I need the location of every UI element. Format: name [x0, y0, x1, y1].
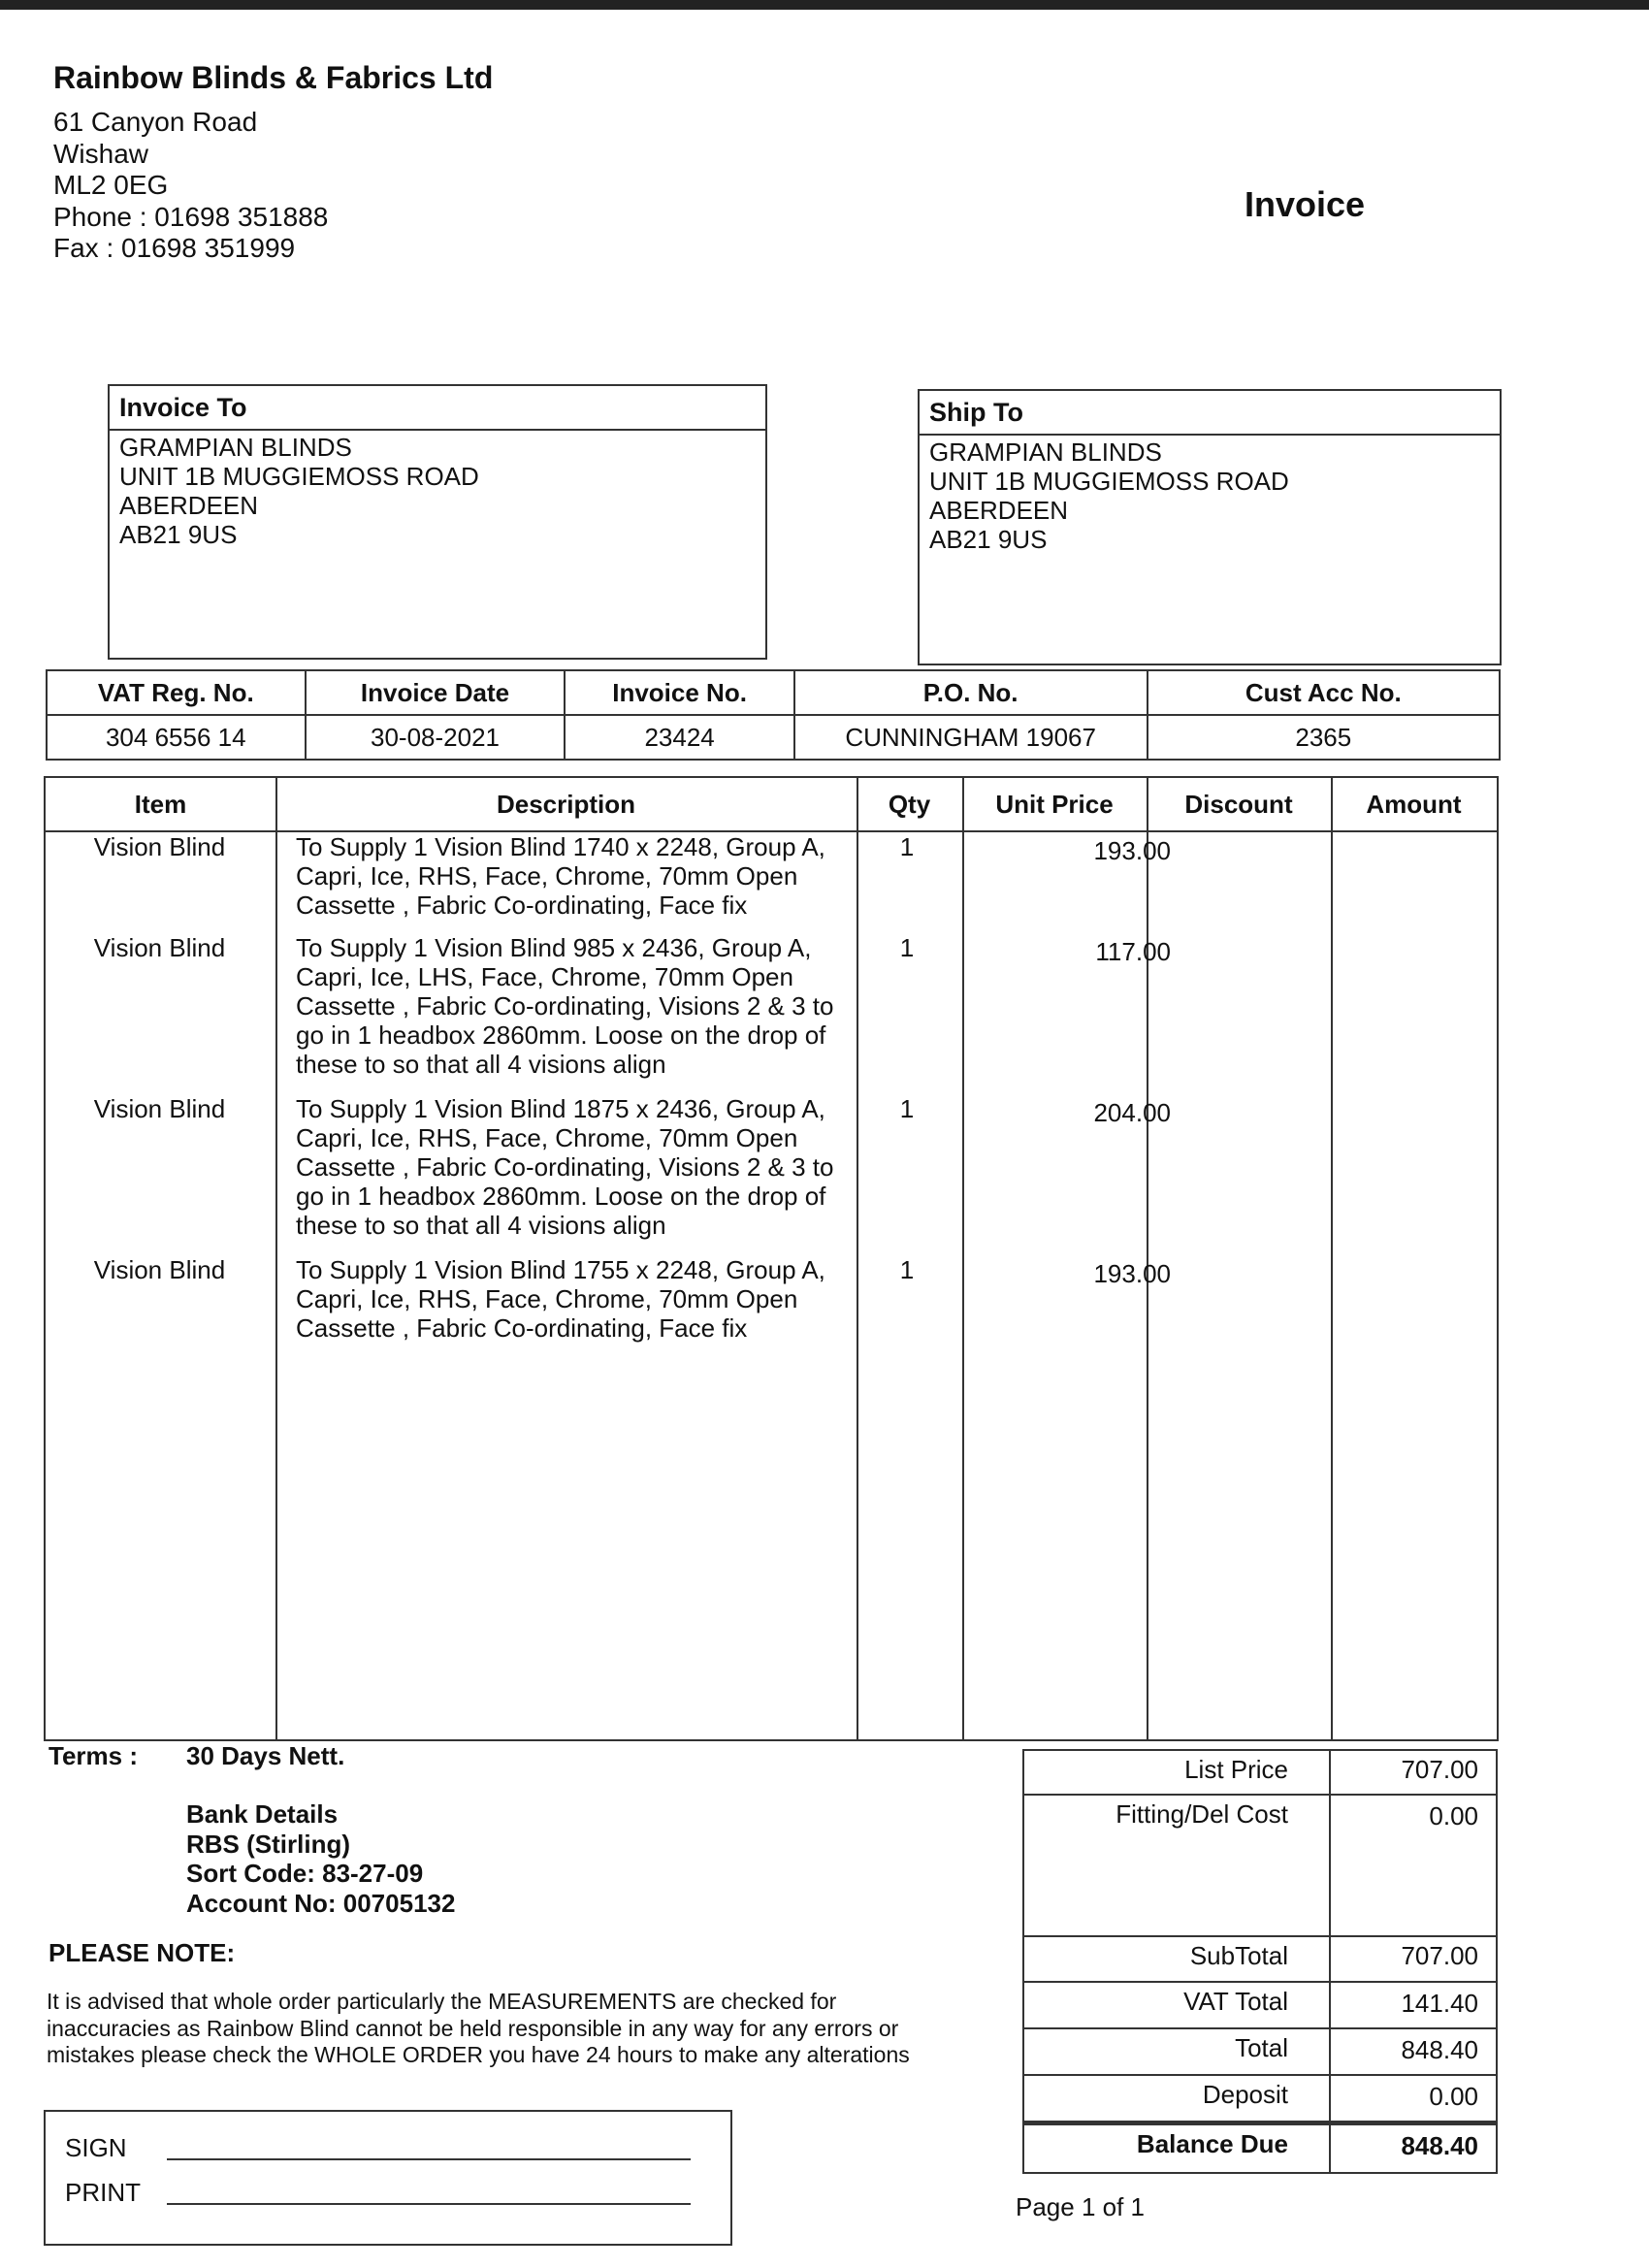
invoice-to-label: Invoice To [110, 386, 765, 431]
unit-price-cell: 193.00 [1093, 836, 1171, 865]
unit-price-header: Unit Price [995, 790, 1114, 819]
ship-to-line: GRAMPIAN BLINDS [929, 437, 1162, 467]
item-cell: Vision Blind [93, 1255, 226, 1284]
description-line: To Supply 1 Vision Blind 1740 x 2248, Group A, [296, 832, 825, 861]
bank-details [186, 1799, 455, 1918]
note-line: It is advised that whole order particularly the MEASUREMENTS are checked for [47, 1989, 837, 2014]
address-line: Wishaw [53, 138, 149, 169]
subtotal-value: 707.00 [1401, 1941, 1478, 1970]
description-cell [296, 1255, 878, 1343]
invoice-no-value: 23424 [565, 715, 793, 760]
invoice-to-line: AB21 9US [119, 520, 238, 549]
item-header: Item [134, 790, 187, 819]
item-cell: Vision Blind [93, 1094, 226, 1123]
vat-reg-value: 304 6556 14 [47, 715, 306, 760]
invoice-to-line: UNIT 1B MUGGIEMOSS ROAD [119, 462, 479, 491]
description-line: Cassette , Fabric Co-ordinating, Face fix [296, 1313, 748, 1343]
amount-header: Amount [1366, 790, 1462, 819]
description-line: To Supply 1 Vision Blind 985 x 2436, Group A, [296, 933, 812, 962]
description-line: go in 1 headbox 2860mm. Loose on the drop of [296, 1182, 826, 1211]
vat-total-label: VAT Total [1183, 1987, 1288, 2016]
signature-box [44, 2110, 732, 2246]
qty-cell: 1 [899, 933, 915, 962]
print-label: PRINT [65, 2178, 141, 2207]
list-price-value: 707.00 [1401, 1755, 1478, 1784]
document-title: Invoice [1245, 184, 1366, 224]
totals-row [1024, 1983, 1496, 2029]
totals-row [1024, 2076, 1496, 2122]
discount-header: Discount [1184, 790, 1293, 819]
description-line: To Supply 1 Vision Blind 1875 x 2436, Group A, [296, 1094, 825, 1123]
bank-name: RBS (Stirling) [186, 1829, 350, 1859]
address-line: ML2 0EG [53, 170, 169, 200]
invoice-meta-table [46, 669, 1501, 761]
account-no: Account No: 00705132 [186, 1888, 456, 1918]
fitting-del-cost-label: Fitting/Del Cost [1116, 1799, 1288, 1829]
deposit-label: Deposit [1202, 2080, 1288, 2109]
total-value: 848.40 [1401, 2035, 1478, 2064]
invoice-to-box [108, 384, 767, 660]
qty-cell: 1 [899, 832, 915, 861]
description-line: these to so that all 4 visions align [296, 1211, 666, 1240]
totals-row [1024, 1937, 1496, 1983]
column-divider [962, 778, 964, 1739]
column-divider [275, 778, 277, 1739]
invoice-to-line: ABERDEEN [119, 491, 259, 520]
balance-due-value: 848.40 [1401, 2131, 1478, 2160]
terms-value: 30 Days Nett. [186, 1741, 345, 1770]
ship-to-label: Ship To [920, 391, 1500, 436]
ship-to-line: ABERDEEN [929, 496, 1069, 525]
qty-header: Qty [888, 790, 931, 819]
description-line: Capri, Ice, RHS, Face, Chrome, 70mm Open [296, 861, 798, 891]
note-line: inaccuracies as Rainbow Blind cannot be held responsible in any way for any errors or [47, 2015, 899, 2041]
company-address [53, 107, 328, 265]
sign-label: SIGN [65, 2133, 127, 2162]
description-line: Cassette , Fabric Co-ordinating, Face fix [296, 891, 748, 920]
totals-row [1024, 1796, 1496, 1937]
description-line: Capri, Ice, RHS, Face, Chrome, 70mm Open [296, 1123, 798, 1152]
invoice-date-value: 30-08-2021 [306, 715, 566, 760]
description-line: Cassette , Fabric Co-ordinating, Visions 2 & 3 to [296, 991, 834, 1021]
print-line[interactable] [167, 2203, 691, 2205]
invoice-to-line: GRAMPIAN BLINDS [119, 433, 352, 462]
description-line: Cassette , Fabric Co-ordinating, Visions 2 & 3 to [296, 1152, 834, 1182]
totals-box [1022, 1749, 1498, 2174]
terms-label: Terms : [48, 1741, 138, 1770]
po-no-value: CUNNINGHAM 19067 [794, 715, 1148, 760]
bank-details-title: Bank Details [186, 1799, 339, 1829]
description-line: To Supply 1 Vision Blind 1755 x 2248, Group A, [296, 1255, 825, 1284]
unit-price-cell: 204.00 [1093, 1098, 1171, 1127]
description-line: go in 1 headbox 2860mm. Loose on the drop of [296, 1021, 826, 1050]
ship-to-line: UNIT 1B MUGGIEMOSS ROAD [929, 467, 1289, 496]
list-price-label: List Price [1184, 1755, 1288, 1784]
totals-row [1024, 2122, 1496, 2172]
scan-edge [0, 0, 1649, 10]
total-label: Total [1235, 2033, 1288, 2062]
fitting-del-cost-value: 0.00 [1429, 1801, 1478, 1831]
totals-row [1024, 2029, 1496, 2076]
description-line: these to so that all 4 visions align [296, 1050, 666, 1079]
invoice-no-header: Invoice No. [565, 670, 793, 715]
company-name: Rainbow Blinds & Fabrics Ltd [53, 60, 494, 95]
deposit-value: 0.00 [1429, 2082, 1478, 2111]
please-note-text [47, 1989, 978, 2069]
description-line: Capri, Ice, RHS, Face, Chrome, 70mm Open [296, 1284, 798, 1313]
totals-row [1024, 1751, 1496, 1796]
please-note-title: PLEASE NOTE: [48, 1938, 236, 1967]
description-line: Capri, Ice, LHS, Face, Chrome, 70mm Open [296, 962, 793, 991]
ship-to-box [918, 389, 1502, 665]
qty-cell: 1 [899, 1094, 915, 1123]
address-line: 61 Canyon Road [53, 107, 258, 137]
fax-line: Fax : 01698 351999 [53, 233, 296, 263]
description-cell [296, 933, 878, 1079]
line-items-table [44, 776, 1499, 1741]
qty-cell: 1 [899, 1255, 915, 1284]
subtotal-label: SubTotal [1189, 1941, 1288, 1970]
page-indicator: Page 1 of 1 [1016, 2192, 1145, 2221]
unit-price-cell: 117.00 [1095, 937, 1171, 966]
balance-due-label: Balance Due [1136, 2129, 1288, 2158]
invoice-date-header: Invoice Date [306, 670, 566, 715]
unit-price-cell: 193.00 [1093, 1259, 1171, 1288]
description-cell [296, 832, 878, 920]
item-cell: Vision Blind [93, 832, 226, 861]
ship-to-line: AB21 9US [929, 525, 1048, 554]
column-divider [1331, 778, 1333, 1739]
cust-acc-value: 2365 [1148, 715, 1500, 760]
vat-reg-header: VAT Reg. No. [47, 670, 306, 715]
note-line: mistakes please check the WHOLE ORDER you have 24 hours to make any alterations [47, 2042, 910, 2067]
item-cell: Vision Blind [93, 933, 226, 962]
sort-code: Sort Code: 83-27-09 [186, 1859, 424, 1888]
phone-line: Phone : 01698 351888 [53, 201, 329, 232]
description-cell [296, 1094, 878, 1240]
vat-total-value: 141.40 [1401, 1989, 1478, 2018]
description-header: Description [496, 790, 636, 819]
cust-acc-header: Cust Acc No. [1148, 670, 1500, 715]
po-no-header: P.O. No. [794, 670, 1148, 715]
sign-line[interactable] [167, 2158, 691, 2160]
